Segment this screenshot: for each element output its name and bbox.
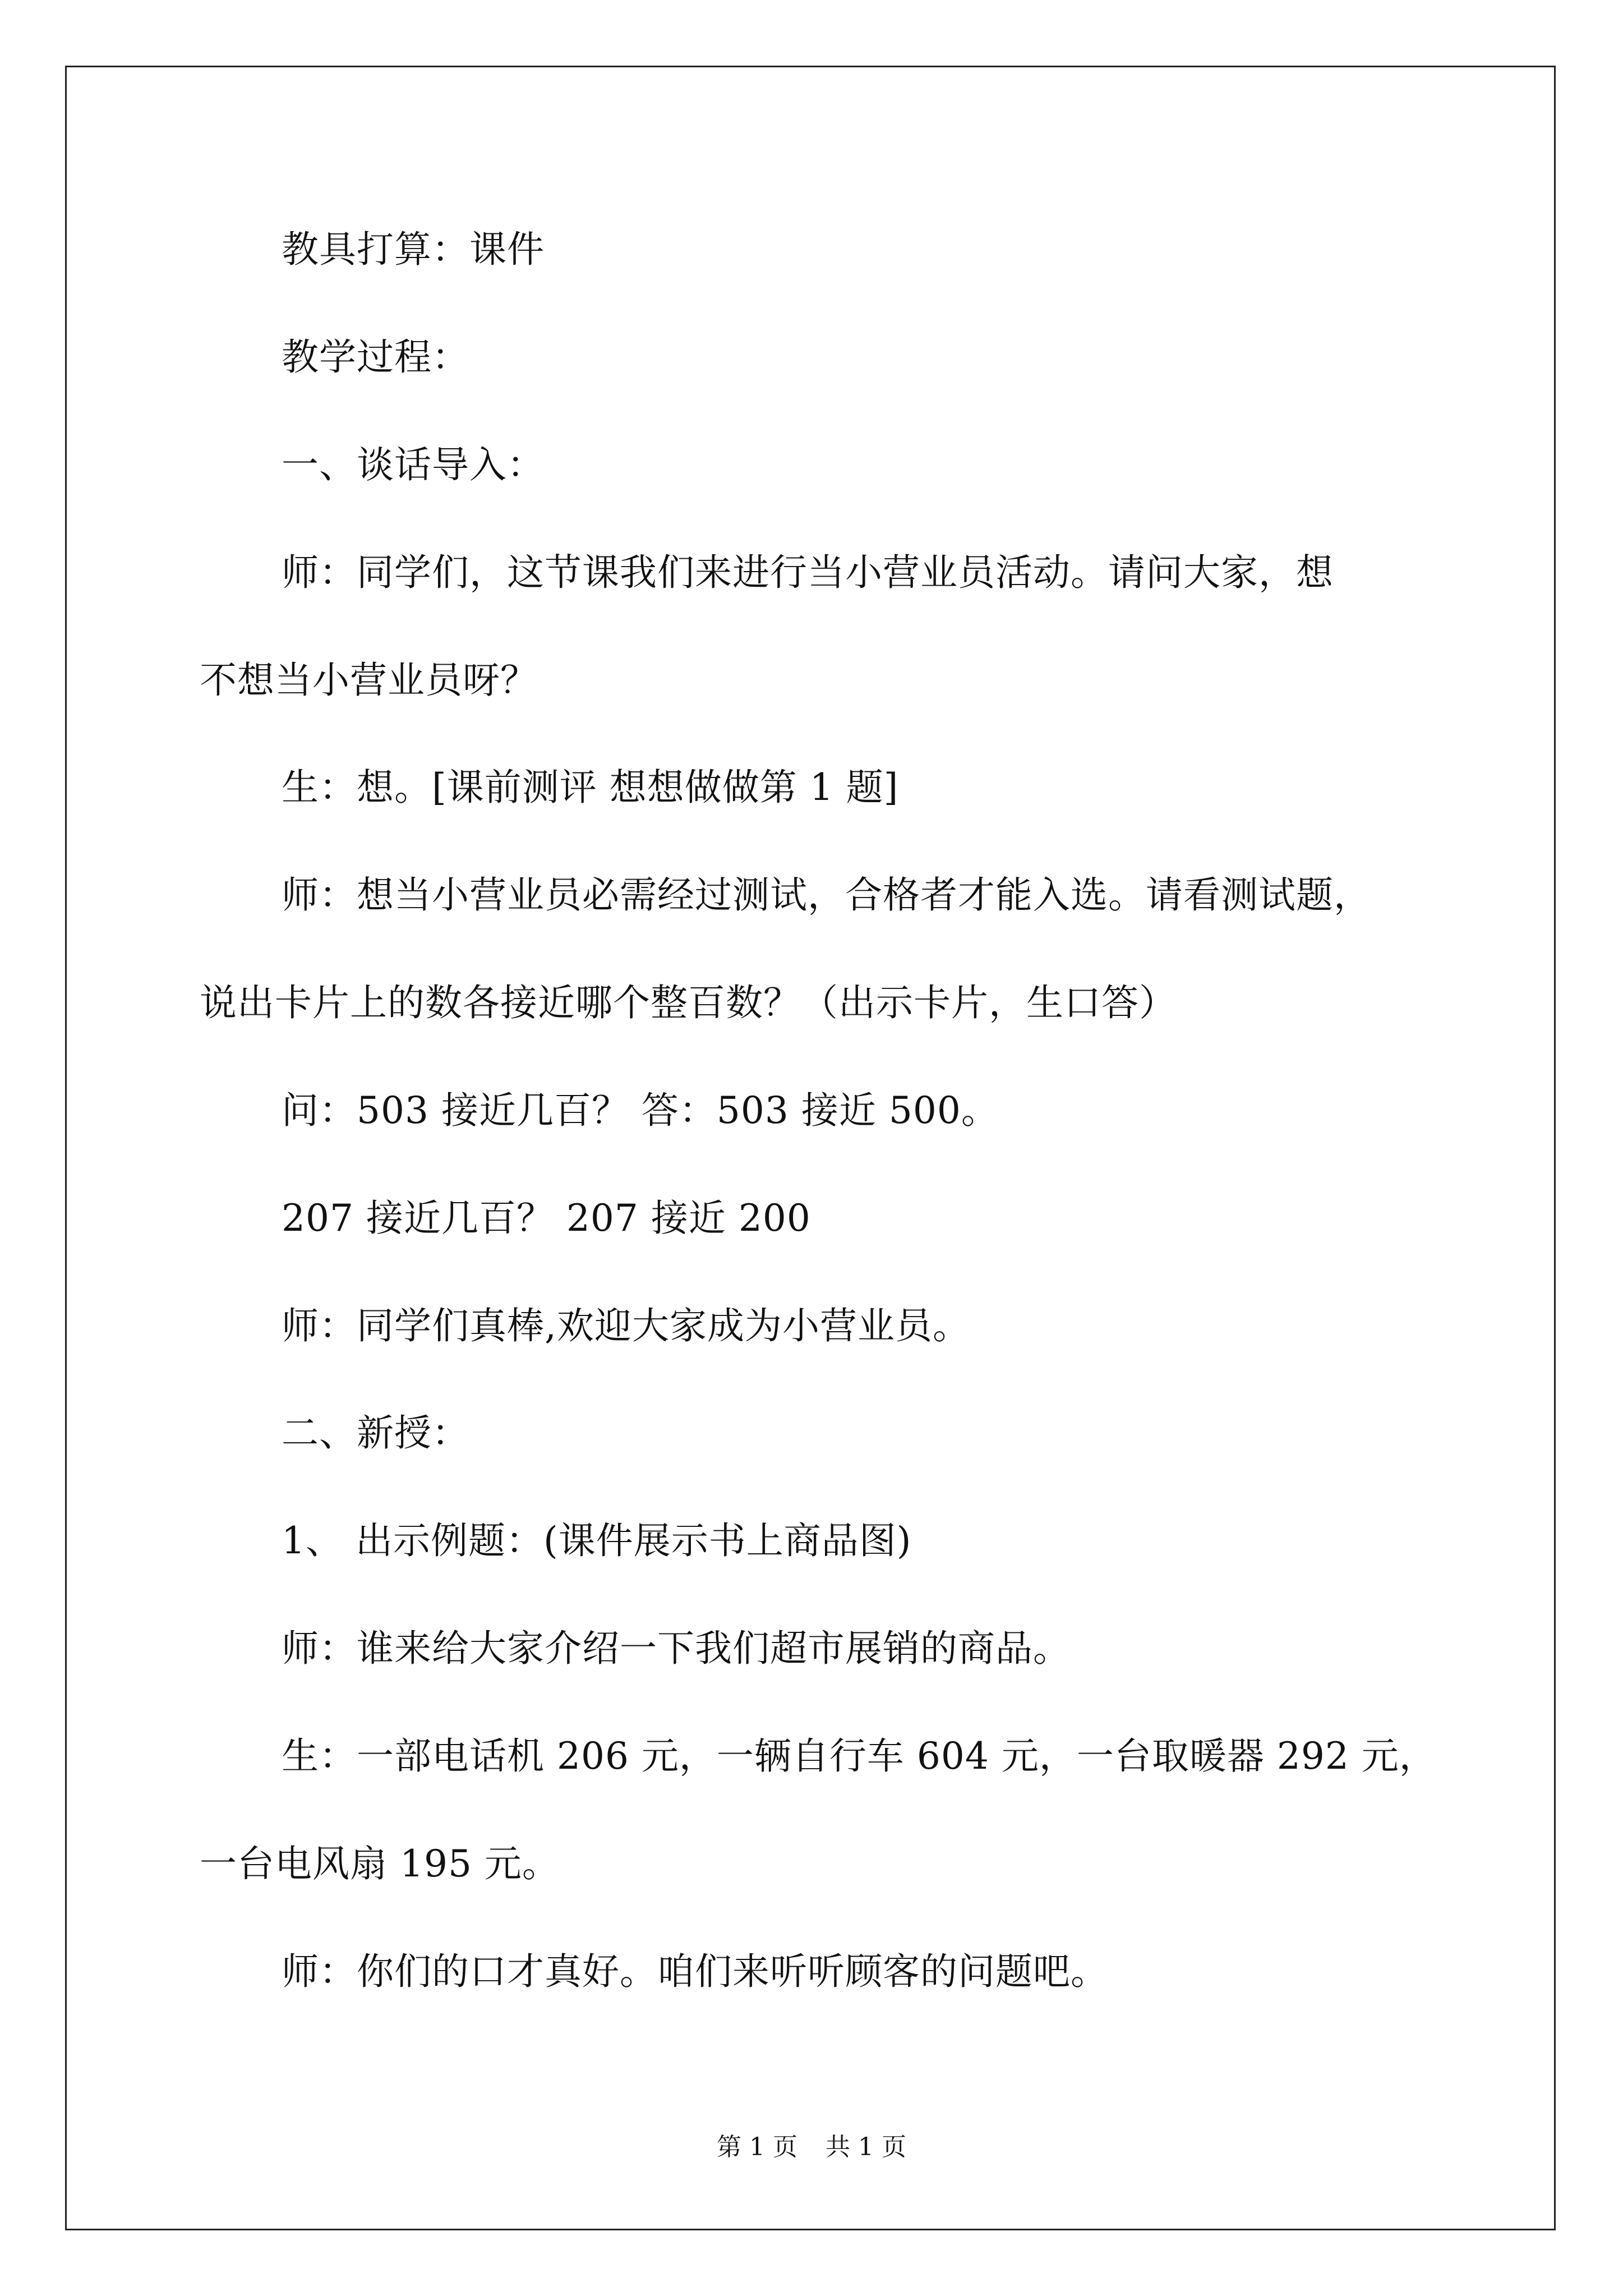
text-line: 生：一部电话机 206 元，一辆自行车 604 元，一台取暖器 292 元， (282, 1734, 1437, 1778)
text-line: 207 接近几百？ 207 接近 200 (282, 1197, 811, 1240)
page-total: 共 1 页 (826, 2133, 906, 2161)
text-line: 教学过程： (282, 335, 469, 379)
text-line: 师：同学们，这节课我们来进行当小营业员活动。请问大家，想 (282, 551, 1334, 594)
text-line: 教具打算：课件 (282, 228, 545, 271)
text-line: 师：想当小营业员必需经过测试，合格者才能入选。请看测试题， (282, 873, 1371, 917)
text-line: 师：同学们真棒,欢迎大家成为小营业员。 (282, 1304, 970, 1347)
text-line: 问：503 接近几百？ 答：503 接近 500。 (282, 1089, 999, 1132)
text-line: 师：你们的口才真好。咱们来听听顾客的问题吧。 (282, 1950, 1108, 1993)
page-number: 第 1 页 (717, 2133, 797, 2161)
text-line: 生：想。[课前测评 想想做做第 1 题] (282, 766, 899, 809)
page-border (65, 66, 1556, 2230)
text-line: 一、谈话导入： (282, 443, 545, 486)
text-line: 一台电风扇 195 元。 (200, 1842, 560, 1885)
page-footer (0, 2131, 1623, 2164)
text-line: 不想当小营业员呀？ (200, 659, 538, 702)
text-line: 二、新授： (282, 1411, 469, 1455)
text-line: 1、 出示例题：(课件展示书上商品图) (282, 1519, 912, 1562)
text-line: 说出卡片上的数各接近哪个整百数？（出示卡片，生口答） (200, 981, 1177, 1024)
text-line: 师：谁来给大家介绍一下我们超市展销的商品。 (282, 1627, 1071, 1670)
